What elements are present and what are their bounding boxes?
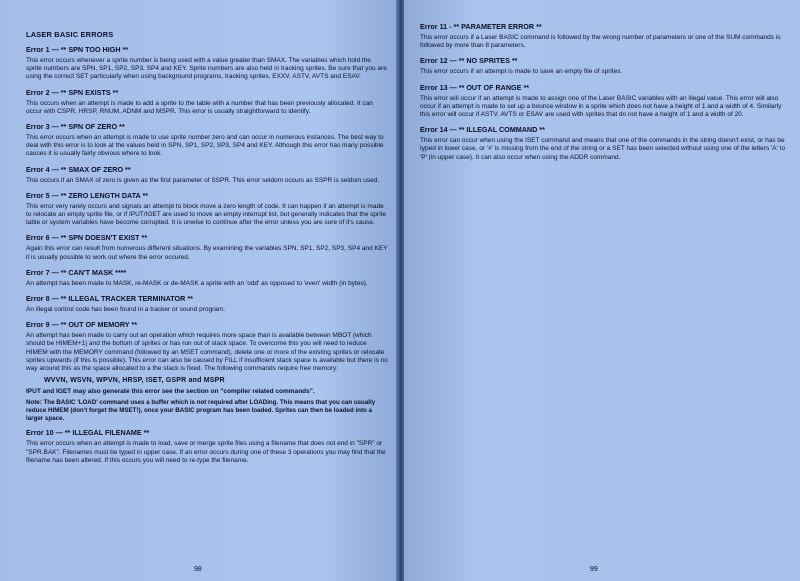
error-heading: Error 8 — ** ILLEGAL TRACKER TERMINATOR ** <box>26 294 193 304</box>
error-5-section <box>26 191 388 228</box>
error-description: This error occurs if an attempt is made to save an empty file of sprites. <box>420 68 623 76</box>
error-heading: Error 12 — ** NO SPRITES ** <box>420 56 518 66</box>
error-description: This error occurs when an attempt is made to load, save or merge sprite files using a filename that does not end in "SPR" or "SPR.BAK". Filenames must be typed in upper case. If an error occurs during one of these 3 operations you may find that the filename has been altered. If this occurs you will need to re-type the filename. <box>26 440 386 464</box>
error-description: An illegal control code has been found in a tracker or sound program. <box>26 306 226 314</box>
error-heading: Error 5 — ** ZERO LENGTH DATA ** <box>26 190 149 200</box>
error-heading: Error 13 — ** OUT OF RANGE ** <box>420 82 530 92</box>
error-4-section <box>26 165 388 185</box>
error-heading: Error 9 — ** OUT OF MEMORY ** <box>26 320 138 330</box>
error-7-section <box>26 268 388 288</box>
error-heading: Error 3 — ** SPN OF ZERO ** <box>26 122 125 132</box>
error-description: This error very rarely occurs and signals an attempt to block move a zero length of code. It can happen if an attempt is made to relocate an empty sprite file, or if IPUT/IGET are used to move an empty interrupt list, but generally indicates that the sprite table or system variables have become corrupted. It is unwise to continue after the error unless you are sure of it's cause. <box>26 202 387 227</box>
error-heading: Error 6 — ** SPN DOESN'T EXIST ** <box>26 233 148 243</box>
page-number: 98 <box>194 566 202 573</box>
error-3-section <box>26 122 388 159</box>
error-description: This error occurs when an attempt is made to use sprite number zero and can occur in numerous instances. The best way to deal with this error is to look at the values held in SPN, SP1, SP2, SP3, SP4 and KEY. Although this error has many possible causes it is usually fairly obvious where to look. <box>26 134 384 158</box>
error-12-section <box>420 56 788 76</box>
error-description: This occurs when an attempt is made to add a sprite to the table with a number that has been previously allocated. It can occur with CSPR, HRSP, RNUM, ADNM and MSPR. This error is usually straightforward to identify. <box>26 99 373 115</box>
page-title: LASER BASIC ERRORS <box>26 30 114 39</box>
load-buffer-note: Note: The BASIC 'LOAD' command uses a buffer which is not required after LOADing. This means that you can usually reduce HIMEM (don't forget the MSET!), once your BASIC program has been loaded. Sprites can then be loaded into a larger space. <box>26 399 376 423</box>
page-number: 99 <box>590 566 598 573</box>
error-8-section <box>26 294 388 314</box>
error-description: This error will occur if an attempt is made to assign one of the Laser BASIC variables with an illegal value. This error will also occur if an attempt is made to set up a bounce window in a sprite which does not have a height of 1 and a width of 4. Similarly this error will occur if ASTV, AVTS or ESAV are used with sprites that do not have a height of 1 and a width of 20. <box>420 94 782 119</box>
error-description: Again this error can result from numerous different situations. By examining the variables SPN, SP1, SP2, SP3, SP4 and KEY it is usually possible to work out where the error occured. <box>26 245 388 261</box>
error-heading: Error 14 — ** ILLEGAL COMMAND ** <box>420 125 545 135</box>
error-heading: Error 7 — ** CAN'T MASK **** <box>26 267 127 277</box>
error-10-section <box>26 428 388 465</box>
error-description: An attempt has been made to MASK, re-MASK or de-MASK a sprite with an 'odd' as opposed to 'even' width (in bytes). <box>26 279 368 287</box>
error-heading: Error 10 — ** ILLEGAL FILENAME ** <box>26 428 150 438</box>
right-page <box>404 0 800 581</box>
left-page <box>0 0 398 581</box>
error-heading: Error 2 — ** SPN EXISTS ** <box>26 87 119 97</box>
error-9-section <box>26 320 388 373</box>
error-heading: Error 4 — ** SMAX OF ZERO ** <box>26 164 131 174</box>
error-6-section <box>26 233 388 261</box>
error-2-section <box>26 88 388 116</box>
error-description: An attempt has been made to carry out an operation which requires more space than is available between MBOT (which should be HIMEM+1) and the bottom of sprites or has run out of stack space. To overcome this you will need to reduce HIMEM with the MEMORY command (followed by an MSET command), delete one or more of the existing sprites or relocate sprites upwards (if this is possible). This error can also be caused by FILL if insufficient stack space is available but there is no way around this as the space allocated to a the stack is fixed. The following commands require free memory: <box>26 332 388 373</box>
error-description: This error can occur when using the ISET command and means that one of the commands in the string doesn't exist, or has be typed in lower case, or '#' is missing from the end of the string or a SET has been selected without using one of the letters 'A' to 'P' (in upper case). It can also occur when using the ADDR command. <box>420 137 786 161</box>
error-description: This error occurs if a Laser BASIC command is followed by the wrong number of parameters or one of the SUM commands is followed by more than 8 parameters. <box>420 34 781 50</box>
error-description: This occurs if an SMAX of zero is given as the first parameter of SSPR. This error seldom occurs as SSPR is seldom used. <box>26 176 380 184</box>
error-description: This error occurs whenever a sprite number is being used with a value greater than SMAX. The variables which hold the sprite numbers are SPN, SP1, SP2, SP3, SP4 and KEY. Sprite numbers are also held in tracking sprites. Be sure that you are using the correct SET particularly when using background programs, tracking sprites, EXXV, ASTV, AVTS and ESAV. <box>26 57 387 81</box>
error-13-section <box>420 83 788 120</box>
error-14-section <box>420 125 788 162</box>
error-heading: Error 1 — ** SPN TOO HIGH ** <box>26 45 129 54</box>
iput-iget-note: IPUT and IGET may also generate this error see the section on "compiler related commands". <box>26 388 315 396</box>
error-1-section <box>26 45 388 82</box>
memory-command-list: WVVN, WSVN, WPVN, HRSP, ISET, GSPR and MSPR <box>44 377 225 385</box>
error-heading: Error 11 - ** PARAMETER ERROR ** <box>420 22 542 31</box>
error-11-section <box>420 22 788 50</box>
